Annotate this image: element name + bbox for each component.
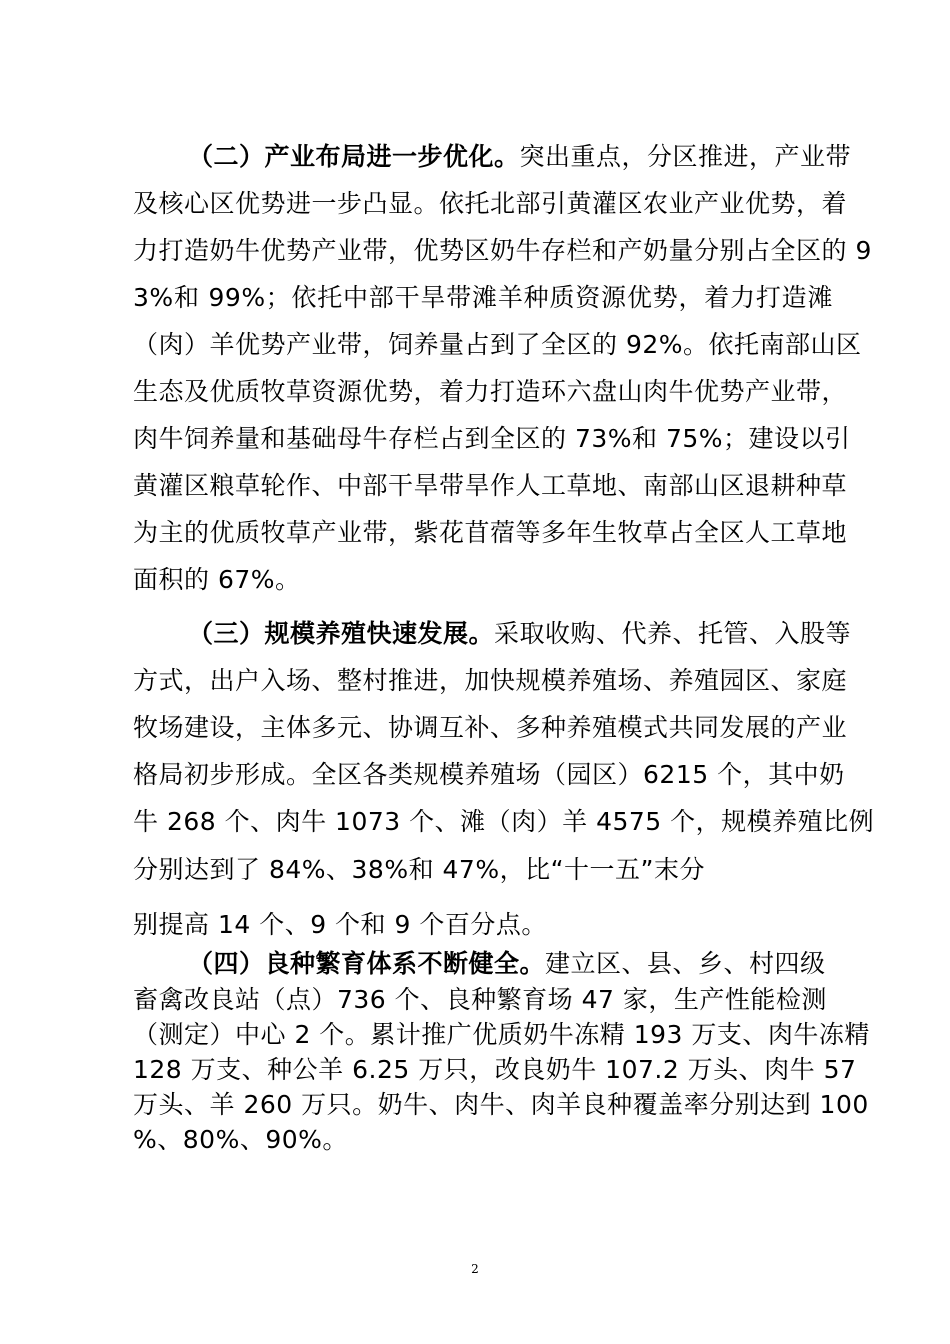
section2-line-6: 生态及优质牧草资源优势，着力打造环六盘山肉牛优势产业带， xyxy=(133,377,848,406)
section2-line-9: 为主的优质牧草产业带，紫花苜蓿等多年生牧草占全区人工草地 xyxy=(133,518,848,547)
section4-line-1 xyxy=(188,950,888,978)
section4-line-2: 畜禽改良站（点）736 个、良种繁育场 47 家，生产性能检测 xyxy=(133,985,827,1014)
section3-line-4: 格局初步形成。全区各类规模养殖场（园区）6215 个，其中奶 xyxy=(133,760,845,789)
section2-line-4: 3%和 99%；依托中部干旱带滩羊种质资源优势，着力打造滩 xyxy=(133,283,833,312)
section3-line-3: 牧场建设，主体多元、协调互补、多种养殖模式共同发展的产业 xyxy=(133,713,848,742)
section4-heading: （四）良种繁育体系不断健全。 xyxy=(188,949,546,978)
section4-line-4: 128 万支、种公羊 6.25 万只，改良奶牛 107.2 万头、肉牛 57 xyxy=(133,1055,857,1084)
page-number: 2 xyxy=(471,1262,479,1276)
section2-line-3: 力打造奶牛优势产业带，优势区奶牛存栏和产奶量分别占全区的 9 xyxy=(133,236,872,265)
section2-heading: （二）产业布局进一步优化。 xyxy=(188,142,520,171)
section2-line-1 xyxy=(188,142,852,172)
section3-text: 采取收购、代养、托管、入股等 xyxy=(494,619,852,648)
section4-text: 建立区、县、乡、村四级 xyxy=(545,949,826,978)
section2-line-2: 及核心区优势进一步凸显。依托北部引黄灌区农业产业优势，着 xyxy=(133,189,848,218)
section4-line-5: 万头、羊 260 万只。奶牛、肉牛、肉羊良种覆盖率分别达到 100 xyxy=(133,1090,869,1119)
section2-line-7: 肉牛饲养量和基础母牛存栏占到全区的 73%和 75%；建设以引 xyxy=(133,424,851,453)
section4-line-3: （测定）中心 2 个。累计推广优质奶牛冻精 193 万支、肉牛冻精 xyxy=(133,1020,870,1049)
section3-heading: （三）规模养殖快速发展。 xyxy=(188,619,495,648)
section2-text: 突出重点，分区推进，产业带 xyxy=(519,142,852,171)
section3-line-6: 分别达到了 84%、38%和 47%，比“十一五”末分 xyxy=(133,855,705,884)
section3-line-5: 牛 268 个、肉牛 1073 个、滩（肉）羊 4575 个，规模养殖比例 xyxy=(133,807,875,836)
section2-line-10: 面积的 67%。 xyxy=(133,565,301,594)
section2-line-8: 黄灌区粮草轮作、中部干旱带旱作人工草地、南部山区退耕种草 xyxy=(133,471,848,500)
section3-line-1 xyxy=(188,619,852,649)
section3-line-7: 别提高 14 个、9 个和 9 个百分点。 xyxy=(133,910,547,939)
section4-line-6: %、80%、90%。 xyxy=(133,1125,348,1154)
section3-line-2: 方式，出户入场、整村推进，加快规模养殖场、养殖园区、家庭 xyxy=(133,666,848,695)
section2-line-5: （肉）羊优势产业带，饲养量占到了全区的 92%。依托南部山区 xyxy=(133,330,862,359)
